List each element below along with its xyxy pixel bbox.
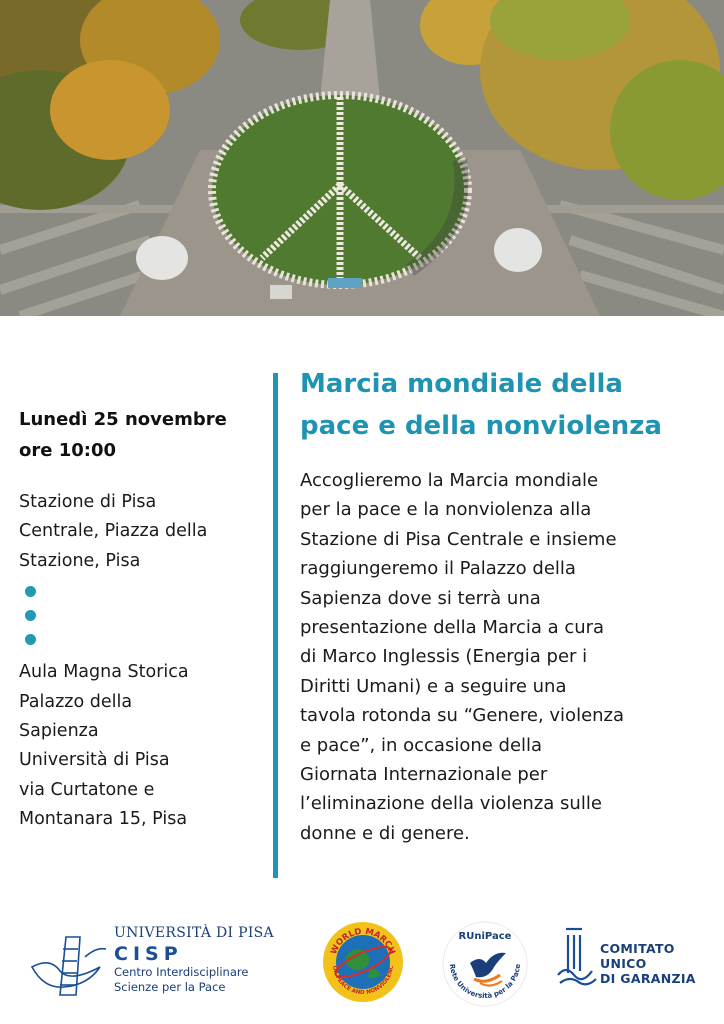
start-location	[19, 488, 259, 576]
end-location-line: via Curtatone e	[19, 779, 155, 800]
cug-name	[600, 941, 696, 986]
event-date: Lunedì 25 novembre	[19, 409, 227, 430]
title-line: pace e della nonviolenza	[300, 411, 662, 441]
cisp-subtitle	[114, 965, 248, 995]
description-line: Accoglieremo la Marcia mondiale	[300, 470, 599, 491]
description-line: l’eliminazione della violenza sulle	[300, 793, 602, 815]
cug-line: UNICO	[600, 956, 647, 971]
description-line: donne e di genere.	[300, 822, 470, 844]
cug-line: DI GARANZIA	[600, 971, 696, 986]
event-time: ore 10:00	[19, 440, 117, 461]
world-march-logo	[322, 921, 404, 1003]
runipace-logo	[440, 919, 530, 1009]
event-description	[300, 466, 715, 848]
route-dot	[25, 586, 36, 597]
description-line: di Marco Inglessis (Energia per i	[300, 646, 588, 668]
end-location-line: Palazzo della	[19, 691, 133, 712]
description-line: per la pace e la nonviolenza alla	[300, 499, 592, 521]
description-line: Sapienza dove si terrà una	[300, 587, 541, 609]
title-line: Marcia mondiale della	[300, 369, 623, 399]
partner-logos	[0, 905, 724, 1015]
start-location-line: Stazione di Pisa	[19, 492, 157, 512]
start-location-line: Stazione, Pisa	[19, 550, 141, 571]
end-location-line: Montanara 15, Pisa	[19, 809, 188, 830]
event-title	[300, 363, 712, 447]
route-dot	[25, 634, 36, 645]
world-march-bottom-text: OR PEACE AND NONVIOLENC	[330, 965, 395, 997]
cisp-acronym: CISP	[114, 943, 183, 965]
leaning-tower-dove-icon	[30, 927, 110, 1002]
description-line: Diritti Umani) e a seguire una	[300, 675, 567, 697]
end-location-line: Università di Pisa	[19, 750, 170, 771]
description-line: Giornata Internazionale per	[300, 764, 548, 786]
header-photo	[0, 0, 724, 316]
route-dots	[25, 586, 259, 645]
world-march-top-text: WORLD MARCH	[329, 926, 397, 957]
route-dot	[25, 610, 36, 621]
vertical-divider	[273, 373, 278, 878]
cug-line: COMITATO	[600, 941, 675, 956]
description-line: Stazione di Pisa Centrale e insieme	[300, 528, 617, 550]
university-name: UNIVERSITÀ DI PISA	[114, 925, 274, 941]
globe-icon	[322, 921, 404, 1003]
runipace-ring-text: Rete Università per la Pace	[447, 963, 523, 1001]
end-location-line: Sapienza	[19, 721, 99, 742]
cisp-subtitle-line: Scienze per la Pace	[114, 980, 226, 994]
description-line: tavola rotonda su “Genere, violenza	[300, 705, 625, 727]
description-line: e pace”, in occasione della	[300, 734, 543, 756]
tower-wave-icon	[556, 925, 598, 987]
dove-icon	[440, 919, 530, 1009]
end-location-line: Aula Magna Storica	[19, 662, 189, 683]
end-location	[19, 658, 259, 834]
start-location-line: Centrale, Piazza della	[19, 521, 208, 542]
runipace-name: RUniPace	[458, 931, 512, 942]
cug-logo	[556, 925, 706, 995]
description-line: presentazione della Marcia a cura	[300, 617, 605, 639]
unipisa-cisp-logo	[30, 923, 274, 1003]
event-info-column	[19, 404, 259, 835]
cisp-subtitle-line: Centro Interdisciplinare	[114, 965, 249, 979]
description-line: raggiungeremo il Palazzo della	[300, 558, 576, 580]
